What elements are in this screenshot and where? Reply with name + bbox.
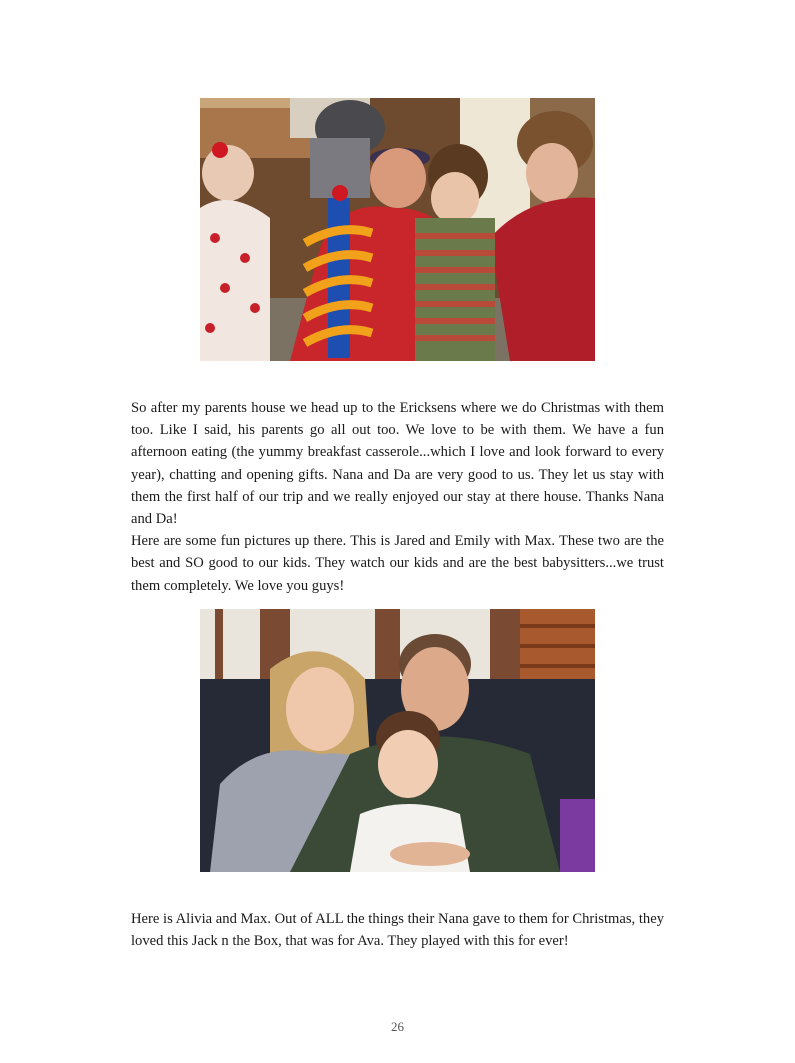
paragraph-text: So after my parents house we head up to the Ericksens where we do Christmas with them too. Like I said, his parents go all out too. We love to be with them. We have a fun afternoon eating (the yummy breakfast casserole...which I love and look forward to every year), chatting and opening gifts. Nana and Da are very good to us. They let us stay with them the first half of our trip and we really enjoyed our stay at there house. Thanks Nana and Da! — [131, 400, 664, 528]
paragraph-text: Here are some fun pictures up there. This is Jared and Emily with Max. These two are the best and SO good to our kids. They watch our kids and are the best babysitters...we trust them completely. We love you guys! — [131, 533, 664, 594]
paragraph-text: Here is Alivia and Max. Out of ALL the things their Nana gave to them for Christmas, they loved this Jack n the Box, that was for Ava. They played with this for ever! — [131, 911, 664, 950]
couple-with-boy-photo — [200, 609, 595, 872]
body-paragraph — [131, 908, 664, 952]
body-paragraph — [131, 397, 664, 597]
family-toy-photo — [200, 98, 595, 361]
page-number: 26 — [391, 1019, 404, 1034]
